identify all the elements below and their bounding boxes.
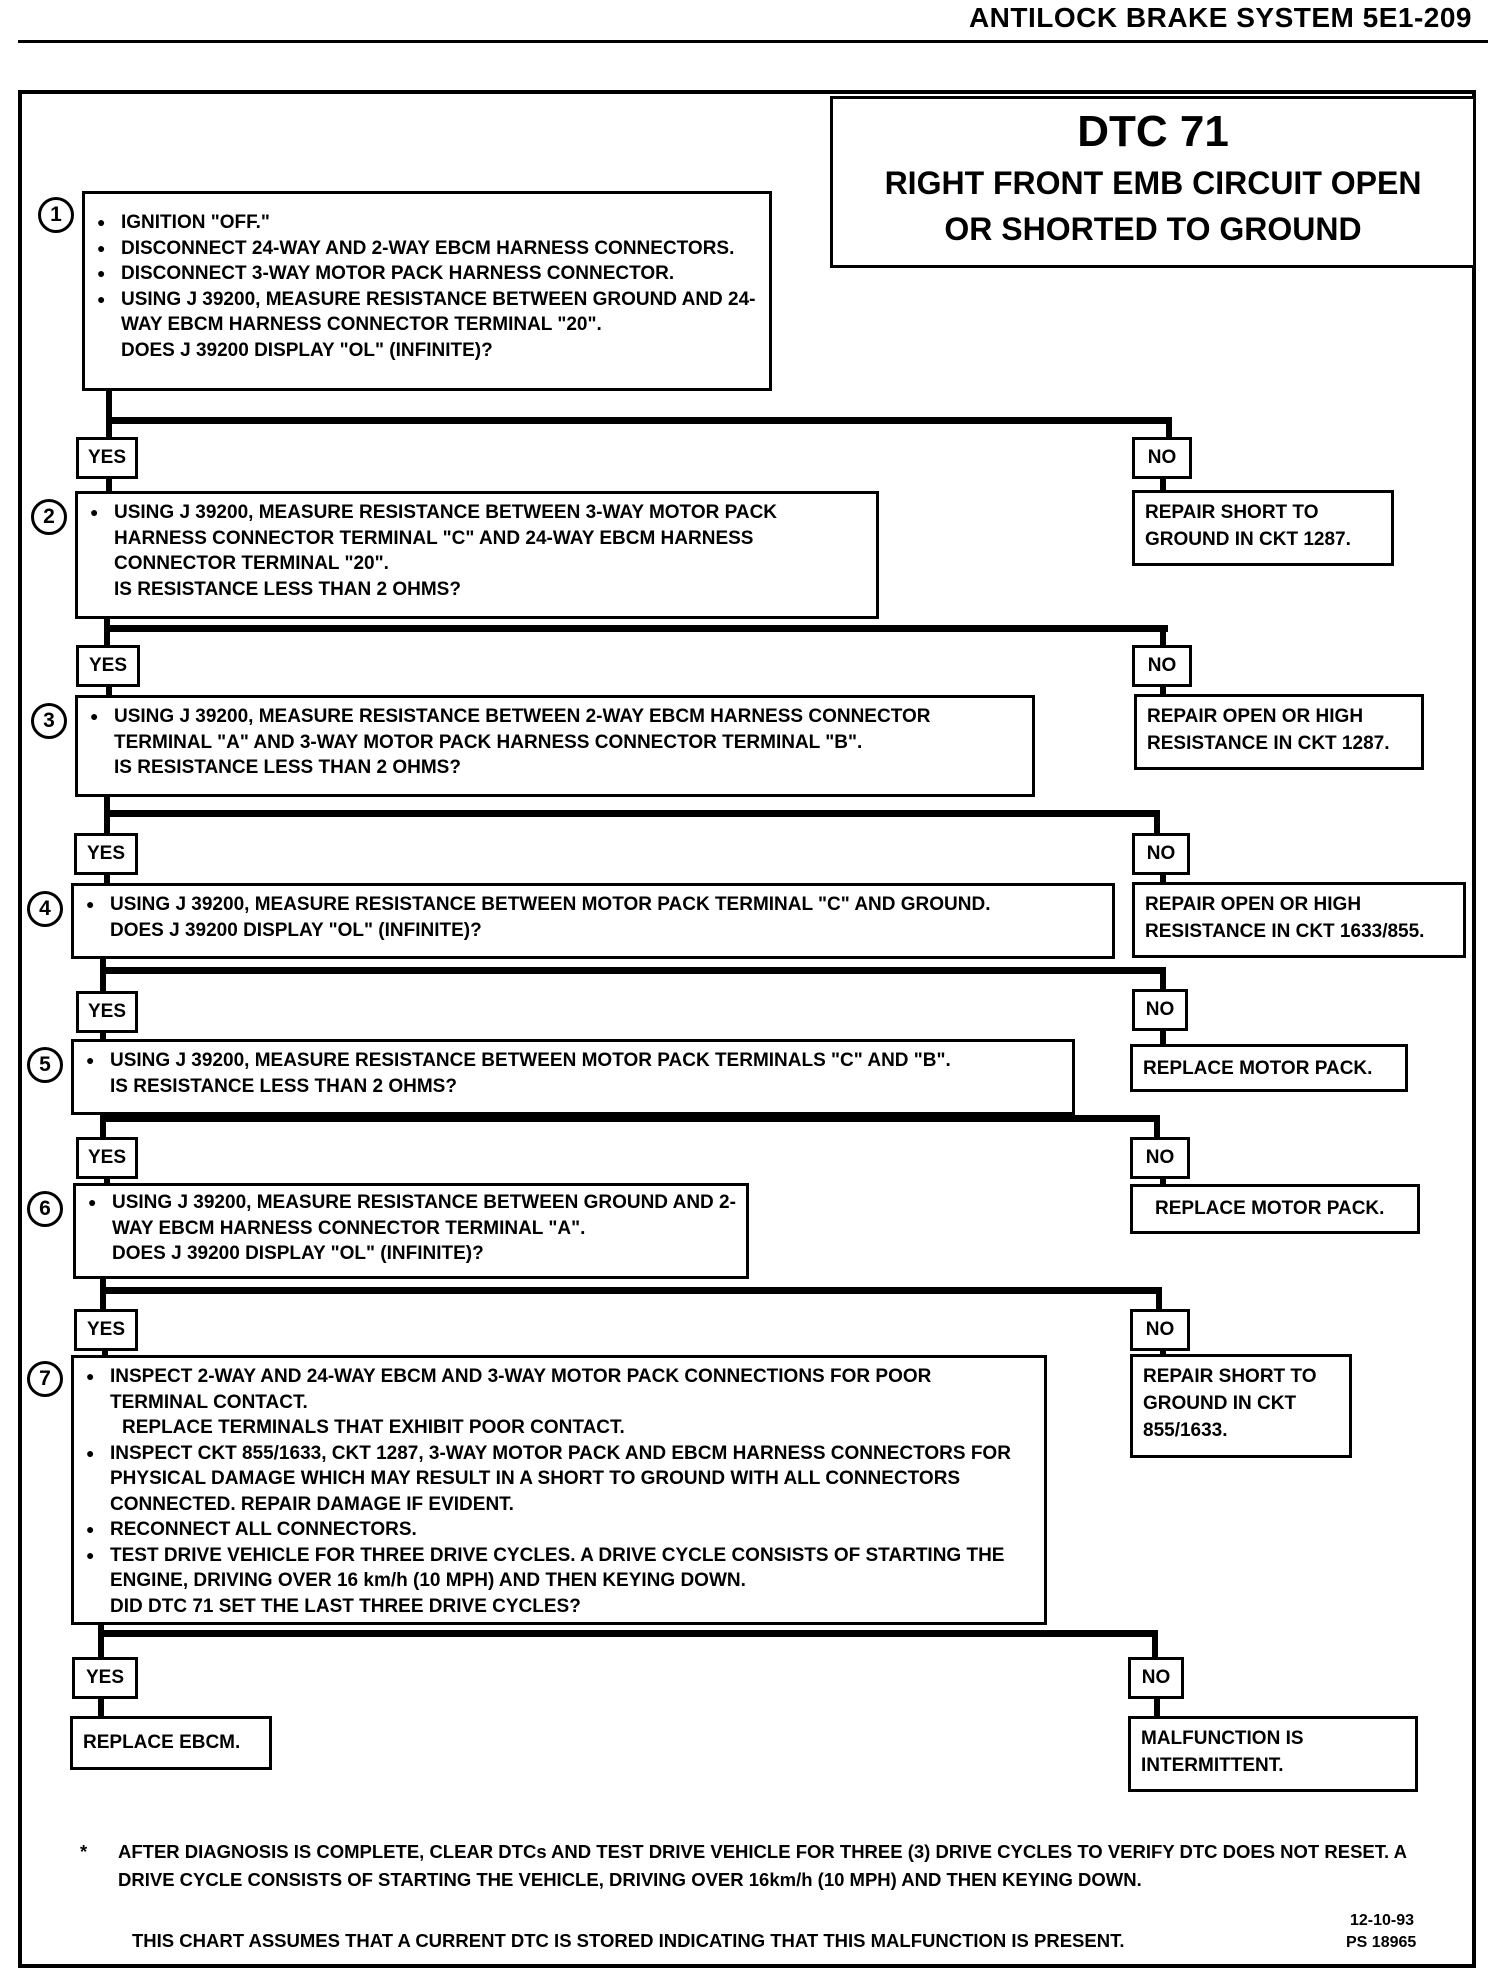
step-2-question: IS RESISTANCE LESS THAN 2 OHMS? bbox=[114, 578, 461, 600]
step-6-box bbox=[73, 1183, 749, 1279]
yes-label: YES bbox=[76, 991, 138, 1033]
step-1-bullet: ● DISCONNECT 3-WAY MOTOR PACK HARNESS CONNECTOR. bbox=[95, 261, 759, 287]
connector-line bbox=[104, 797, 110, 837]
connector-line bbox=[106, 391, 112, 439]
connector-line bbox=[100, 1279, 106, 1311]
step-4-bullet: ● USING J 39200, MEASURE RESISTANCE BETWEEN MOTOR PACK TERMINAL "C" AND GROUND. bbox=[84, 892, 1102, 918]
no-label: NO bbox=[1132, 645, 1192, 687]
step-5-box bbox=[71, 1039, 1075, 1115]
header-rule bbox=[18, 40, 1488, 43]
step-6-bullet: ● USING J 39200, MEASURE RESISTANCE BETWEEN GROUND AND 2-WAY EBCM HARNESS CONNECTOR TERMINAL "A". bbox=[86, 1190, 736, 1241]
step-4-box bbox=[71, 883, 1115, 959]
final-no-result: MALFUNCTION IS INTERMITTENT. bbox=[1128, 1716, 1418, 1792]
note-text: AFTER DIAGNOSIS IS COMPLETE, CLEAR DTCs AND TEST DRIVE VEHICLE FOR THREE (3) DRIVE CYCLES TO VERIFY DTC DOES NOT RESET. A DRIVE CYCLE CONSISTS OF STARTING THE VEHICLE, DRIVING OVER 16km/h (10 MPH) AND THEN KEYING DOWN. bbox=[118, 1841, 1407, 1890]
step-number-3: 3 bbox=[31, 703, 67, 739]
step-1-question: DOES J 39200 DISPLAY "OL" (INFINITE)? bbox=[121, 339, 493, 361]
step-5-question: IS RESISTANCE LESS THAN 2 OHMS? bbox=[110, 1075, 457, 1097]
yes-label: YES bbox=[76, 1137, 138, 1179]
step-3-bullet: ● USING J 39200, MEASURE RESISTANCE BETWEEN 2-WAY EBCM HARNESS CONNECTOR TERMINAL "A" AND 3-WAY MOTOR PACK HARNESS CONNECTOR TERMINAL "B". bbox=[88, 704, 1022, 755]
dtc-desc-line2: OR SHORTED TO GROUND bbox=[944, 211, 1362, 247]
step-number-4: 4 bbox=[27, 891, 63, 927]
step-2-box bbox=[75, 491, 879, 619]
step-number-6: 6 bbox=[27, 1191, 63, 1227]
connector-line bbox=[1154, 1115, 1160, 1139]
chart-assumption: THIS CHART ASSUMES THAT A CURRENT DTC IS STORED INDICATING THAT THIS MALFUNCTION IS PRESENT. bbox=[132, 1930, 1125, 1951]
result-box-1: REPAIR SHORT TO GROUND IN CKT 1287. bbox=[1132, 490, 1394, 566]
dtc-code: DTC 71 bbox=[1077, 107, 1229, 156]
step-1-bullet: ● USING J 39200, MEASURE RESISTANCE BETWEEN GROUND AND 24-WAY EBCM HARNESS CONNECTOR TERMINAL "20". bbox=[95, 287, 759, 338]
step-7-subline: REPLACE TERMINALS THAT EXHIBIT POOR CONTACT. bbox=[122, 1417, 625, 1438]
result-box-4: REPLACE MOTOR PACK. bbox=[1130, 1044, 1408, 1092]
yes-label: YES bbox=[74, 1309, 138, 1351]
step-7-question: DID DTC 71 SET THE LAST THREE DRIVE CYCLES? bbox=[110, 1595, 581, 1617]
no-label: NO bbox=[1128, 1657, 1184, 1699]
step-number-2: 2 bbox=[31, 499, 67, 535]
dtc-title-box bbox=[830, 96, 1476, 268]
branch-line bbox=[104, 625, 1168, 632]
connector-line bbox=[100, 959, 106, 995]
no-label: NO bbox=[1130, 1137, 1190, 1179]
page-header: ANTILOCK BRAKE SYSTEM 5E1-209 bbox=[968, 2, 1472, 33]
branch-line bbox=[104, 810, 1160, 817]
step-7-bullet: ● INSPECT CKT 855/1633, CKT 1287, 3-WAY MOTOR PACK AND EBCM HARNESS CONNECTORS FOR PHYSICAL DAMAGE WHICH MAY RESULT IN A SHORT TO GROUND WITH ALL CONNECTORS CONNECTED. REPAIR DAMAGE IF EVIDENT. bbox=[84, 1441, 1034, 1518]
result-box-5: REPLACE MOTOR PACK. bbox=[1130, 1184, 1420, 1234]
step-7-box bbox=[71, 1355, 1047, 1625]
date-code: 12-10-93 bbox=[1350, 1912, 1415, 1929]
branch-line bbox=[100, 1287, 1162, 1294]
step-7-bullet: ● RECONNECT ALL CONNECTORS. bbox=[84, 1517, 1034, 1543]
step-3-box bbox=[75, 695, 1035, 797]
no-label: NO bbox=[1130, 1309, 1190, 1351]
yes-label: YES bbox=[76, 645, 140, 687]
yes-label: YES bbox=[76, 437, 138, 479]
branch-line bbox=[100, 967, 1166, 974]
no-label: NO bbox=[1132, 833, 1190, 875]
branch-line bbox=[106, 417, 1172, 424]
no-label: NO bbox=[1132, 437, 1192, 479]
result-box-2: REPAIR OPEN OR HIGH RESISTANCE IN CKT 1287. bbox=[1134, 694, 1424, 770]
connector-line bbox=[1166, 417, 1172, 439]
step-7-bullet: ● TEST DRIVE VEHICLE FOR THREE DRIVE CYCLES. A DRIVE CYCLE CONSISTS OF STARTING THE ENGINE, DRIVING OVER 16 km/h (10 MPH) AND THEN KEYING DOWN. bbox=[84, 1543, 1034, 1594]
step-3-question: IS RESISTANCE LESS THAN 2 OHMS? bbox=[114, 757, 461, 778]
step-4-question: DOES J 39200 DISPLAY "OL" (INFINITE)? bbox=[110, 919, 482, 941]
step-5-bullet: ● USING J 39200, MEASURE RESISTANCE BETWEEN MOTOR PACK TERMINALS "C" AND "B". bbox=[84, 1048, 1062, 1074]
step-2-bullet: ● USING J 39200, MEASURE RESISTANCE BETWEEN 3-WAY MOTOR PACK HARNESS CONNECTOR TERMINAL "C" AND 24-WAY EBCM HARNESS CONNECTOR TERMINAL "20". bbox=[88, 500, 866, 577]
connector-line bbox=[1156, 1287, 1162, 1311]
no-label: NO bbox=[1132, 989, 1188, 1031]
step-1-box bbox=[82, 191, 772, 391]
final-yes-result: REPLACE EBCM. bbox=[70, 1716, 272, 1770]
note-star: * bbox=[80, 1841, 88, 1862]
step-1-bullet: ● IGNITION "OFF." bbox=[95, 210, 759, 236]
step-number-7: 7 bbox=[27, 1361, 63, 1397]
yes-label: YES bbox=[74, 833, 138, 875]
step-number-1: 1 bbox=[38, 197, 74, 233]
branch-line bbox=[100, 1115, 1160, 1122]
step-6-question: DOES J 39200 DISPLAY "OL" (INFINITE)? bbox=[112, 1243, 484, 1264]
result-box-6: REPAIR SHORT TO GROUND IN CKT 855/1633. bbox=[1130, 1354, 1352, 1458]
result-box-3: REPAIR OPEN OR HIGH RESISTANCE IN CKT 1633/855. bbox=[1132, 882, 1466, 958]
branch-line bbox=[98, 1630, 1158, 1637]
step-number-5: 5 bbox=[27, 1047, 63, 1083]
step-7-bullet: ● INSPECT 2-WAY AND 24-WAY EBCM AND 3-WAY MOTOR PACK CONNECTIONS FOR POOR TERMINAL CONTACT. bbox=[84, 1364, 1034, 1415]
step-1-bullet: ● DISCONNECT 24-WAY AND 2-WAY EBCM HARNESS CONNECTORS. bbox=[95, 236, 759, 262]
dtc-desc-line1: RIGHT FRONT EMB CIRCUIT OPEN bbox=[884, 165, 1422, 201]
yes-label: YES bbox=[72, 1657, 138, 1699]
ps-code: PS 18965 bbox=[1346, 1934, 1417, 1951]
